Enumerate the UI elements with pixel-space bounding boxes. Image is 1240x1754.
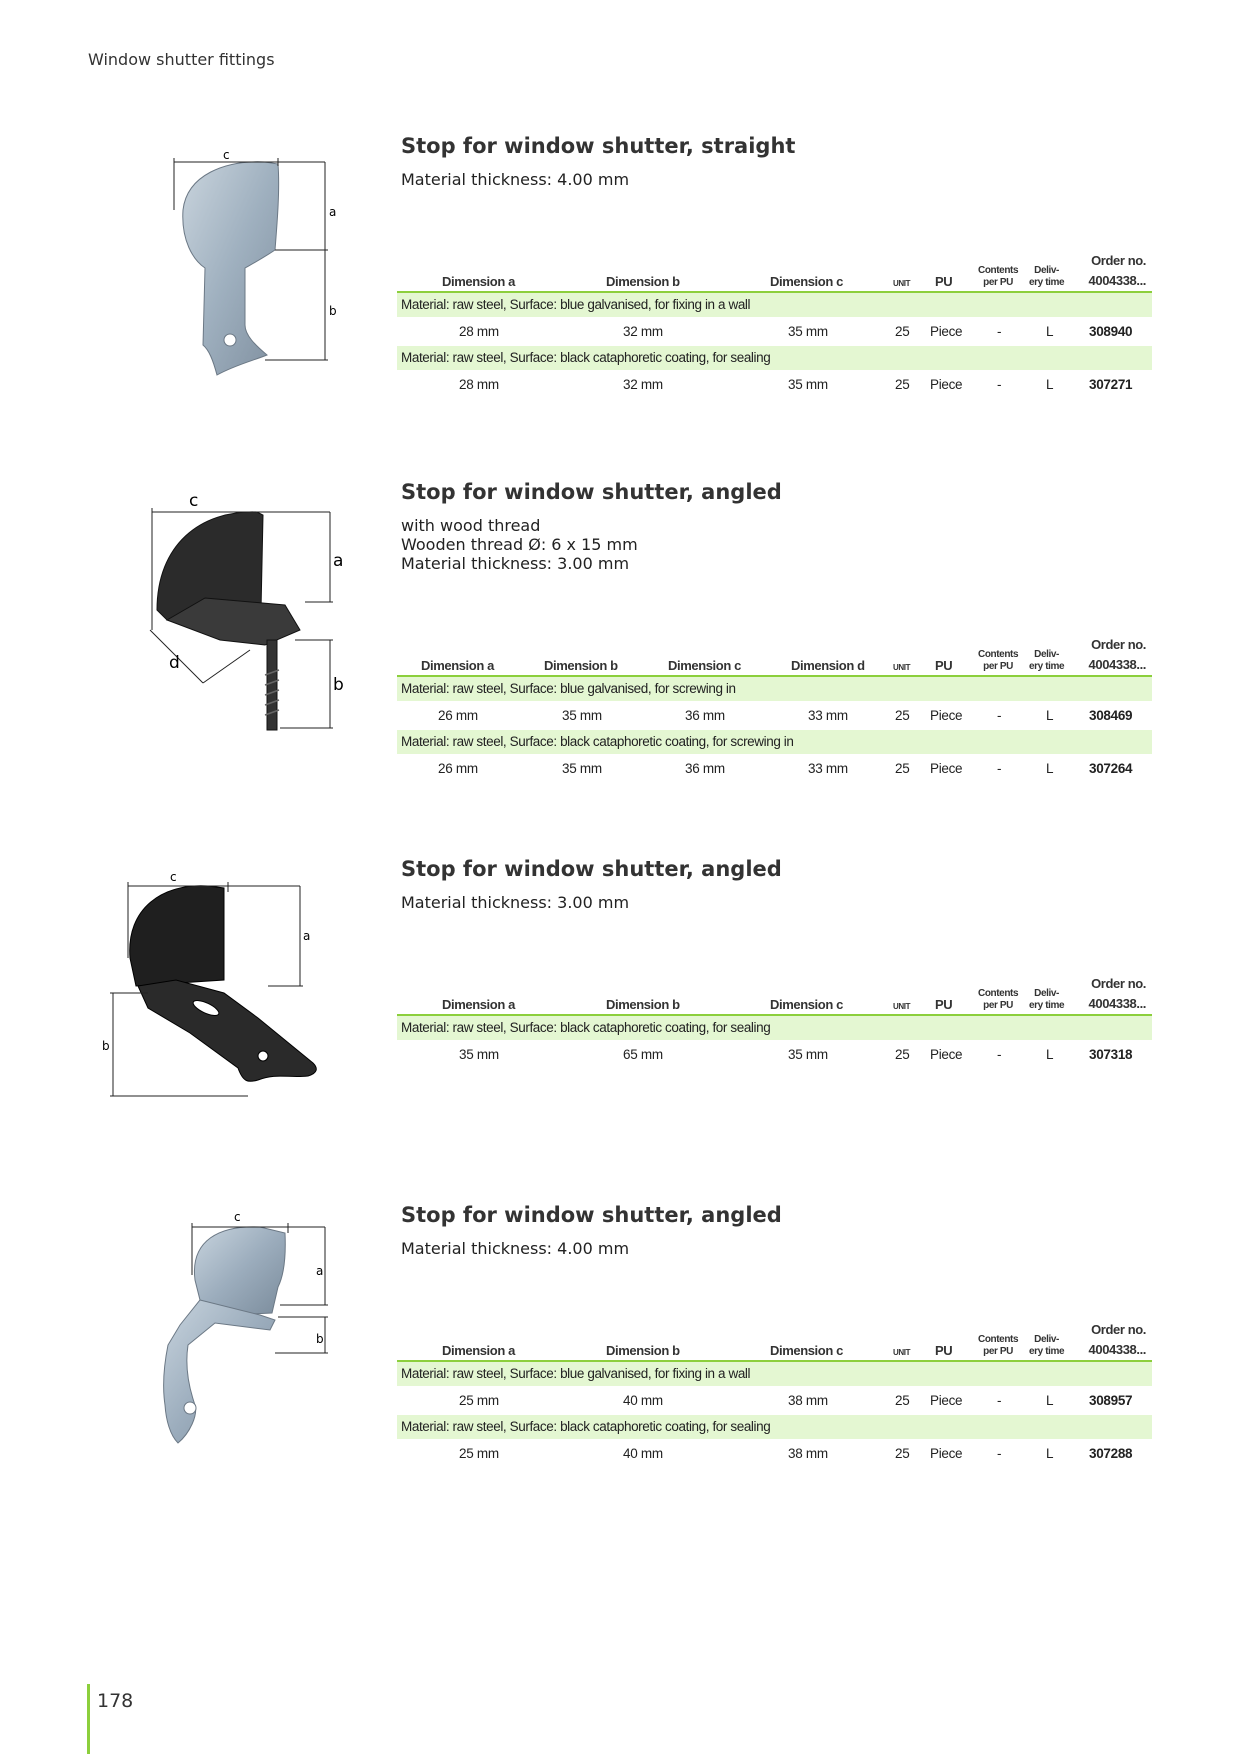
table-row	[397, 754, 1152, 783]
dim-label-a: a	[329, 205, 337, 219]
dim-label-a: a	[333, 551, 344, 571]
cell-dimension-d: 33 mm	[808, 708, 848, 723]
cell-dimension-a: 28 mm	[459, 377, 499, 392]
contents-line-1: Contents	[978, 649, 1019, 660]
order-line-1: Order no.	[1091, 1322, 1146, 1337]
cell-dimension-b: 35 mm	[562, 761, 602, 776]
product-image-angled-stop-wood-thread	[145, 490, 345, 780]
order-line-1: Order no.	[1091, 253, 1146, 268]
cell-dimension-c: 36 mm	[685, 708, 725, 723]
product-description-line-1: with wood thread	[401, 516, 541, 535]
cell-delivery: L	[1046, 1047, 1054, 1062]
table-row	[397, 1439, 1152, 1468]
dim-label-c: c	[189, 491, 199, 511]
product-description: Material thickness: 4.00 mm	[401, 1239, 630, 1258]
table-row	[397, 701, 1152, 730]
product-table	[397, 255, 1152, 399]
delivery-line-1: Deliv-	[1034, 988, 1059, 999]
col-header-delivery	[1029, 265, 1064, 289]
cell-pu: Piece	[930, 708, 963, 723]
col-header-unit: UNIT	[893, 1348, 911, 1357]
table-header	[397, 978, 1152, 1014]
cell-dimension-a: 28 mm	[459, 324, 499, 339]
col-header-delivery	[1029, 988, 1064, 1012]
order-line-2: 4004338...	[1088, 996, 1146, 1011]
table-row	[397, 317, 1152, 346]
material-row: Material: raw steel, Surface: blue galvanised, for fixing in a wall	[397, 1362, 1152, 1386]
cell-pu: Piece	[930, 1446, 963, 1461]
cell-delivery: L	[1046, 1446, 1054, 1461]
col-header-dimension-c: Dimension c	[770, 1343, 843, 1358]
cell-unit: 25	[895, 1446, 910, 1461]
col-header-unit: UNIT	[893, 279, 911, 288]
contents-line-2: per PU	[983, 1346, 1013, 1357]
dim-label-d: d	[169, 653, 180, 673]
material-row: Material: raw steel, Surface: black cataphoretic coating, for sealing	[397, 1415, 1152, 1439]
cell-dimension-a: 26 mm	[438, 761, 478, 776]
cell-delivery: L	[1046, 324, 1054, 339]
table-row	[397, 370, 1152, 399]
material-row: Material: raw steel, Surface: blue galvanised, for screwing in	[397, 677, 1152, 701]
col-header-order	[1089, 251, 1146, 291]
cell-contents: -	[997, 324, 1002, 339]
col-header-contents	[978, 649, 1018, 673]
col-header-delivery	[1029, 649, 1064, 673]
cell-order-no: 308940	[1089, 324, 1133, 339]
product-image-straight-stop	[165, 150, 345, 380]
contents-line-1: Contents	[978, 988, 1019, 999]
cell-dimension-a: 26 mm	[438, 708, 478, 723]
col-header-pu: PU	[935, 274, 953, 289]
product-description: Material thickness: 4.00 mm	[401, 170, 630, 189]
product-description-line-2: Wooden thread Ø: 6 x 15 mm	[401, 535, 638, 554]
cell-order-no: 308469	[1089, 708, 1133, 723]
product-description-line-3: Material thickness: 3.00 mm	[401, 554, 630, 573]
product-table	[397, 978, 1152, 1069]
col-header-contents	[978, 265, 1018, 289]
product-image-angled-stop-black	[102, 868, 338, 1103]
cell-delivery: L	[1046, 1393, 1054, 1408]
contents-line-1: Contents	[978, 265, 1019, 276]
col-header-dimension-b: Dimension b	[606, 1343, 680, 1358]
delivery-line-1: Deliv-	[1034, 649, 1059, 660]
col-header-unit: UNIT	[893, 663, 911, 672]
cell-order-no: 307264	[1089, 761, 1133, 776]
product-title: Stop for window shutter, angled	[401, 480, 782, 504]
col-header-dimension-a: Dimension a	[442, 997, 515, 1012]
cell-order-no: 307318	[1089, 1047, 1133, 1062]
cell-pu: Piece	[930, 324, 963, 339]
cell-dimension-a: 35 mm	[459, 1047, 499, 1062]
order-line-1: Order no.	[1091, 637, 1146, 652]
dim-label-c: c	[170, 870, 177, 884]
delivery-line-1: Deliv-	[1034, 265, 1059, 276]
dim-label-b: b	[329, 304, 337, 318]
cell-dimension-b: 32 mm	[623, 324, 663, 339]
delivery-line-2: ery time	[1029, 1000, 1065, 1011]
delivery-line-2: ery time	[1029, 277, 1065, 288]
product-image-angled-stop-galvanised	[160, 1205, 340, 1450]
order-line-2: 4004338...	[1088, 657, 1146, 672]
product-title: Stop for window shutter, angled	[401, 857, 782, 881]
order-line-2: 4004338...	[1088, 1342, 1146, 1357]
col-header-dimension-c: Dimension c	[770, 274, 843, 289]
delivery-line-2: ery time	[1029, 661, 1065, 672]
material-row: Material: raw steel, Surface: black cataphoretic coating, for screwing in	[397, 730, 1152, 754]
dim-label-a: a	[303, 929, 311, 943]
dim-label-b: b	[333, 675, 344, 695]
cell-unit: 25	[895, 1393, 910, 1408]
cell-unit: 25	[895, 761, 910, 776]
cell-delivery: L	[1046, 377, 1054, 392]
cell-pu: Piece	[930, 377, 963, 392]
table-header	[397, 255, 1152, 291]
cell-contents: -	[997, 1446, 1002, 1461]
cell-order-no: 308957	[1089, 1393, 1133, 1408]
col-header-dimension-b: Dimension b	[544, 658, 618, 673]
col-header-contents	[978, 988, 1018, 1012]
delivery-line-1: Deliv-	[1034, 1334, 1059, 1345]
cell-dimension-b: 40 mm	[623, 1393, 663, 1408]
col-header-dimension-b: Dimension b	[606, 274, 680, 289]
dim-label-c: c	[234, 1210, 241, 1224]
cell-contents: -	[997, 1393, 1002, 1408]
contents-line-1: Contents	[978, 1334, 1019, 1345]
table-row	[397, 1040, 1152, 1069]
product-description: Material thickness: 3.00 mm	[401, 893, 630, 912]
order-line-1: Order no.	[1091, 976, 1146, 991]
cell-order-no: 307288	[1089, 1446, 1133, 1461]
cell-dimension-b: 40 mm	[623, 1446, 663, 1461]
product-title: Stop for window shutter, angled	[401, 1203, 782, 1227]
contents-line-2: per PU	[983, 1000, 1013, 1011]
dim-label-c: c	[223, 148, 230, 162]
dim-label-b: b	[316, 1332, 324, 1346]
col-header-order	[1089, 635, 1146, 675]
cell-contents: -	[997, 377, 1002, 392]
col-header-pu: PU	[935, 997, 953, 1012]
cell-contents: -	[997, 761, 1002, 776]
col-header-dimension-b: Dimension b	[606, 997, 680, 1012]
table-header	[397, 639, 1152, 675]
cell-dimension-c: 38 mm	[788, 1446, 828, 1461]
cell-contents: -	[997, 708, 1002, 723]
contents-line-2: per PU	[983, 661, 1013, 672]
cell-dimension-b: 32 mm	[623, 377, 663, 392]
table-header	[397, 1324, 1152, 1360]
cell-unit: 25	[895, 1047, 910, 1062]
cell-dimension-c: 35 mm	[788, 377, 828, 392]
col-header-pu: PU	[935, 658, 953, 673]
material-row: Material: raw steel, Surface: black cataphoretic coating, for sealing	[397, 346, 1152, 370]
col-header-order	[1089, 1320, 1146, 1360]
cell-dimension-c: 36 mm	[685, 761, 725, 776]
page-number-bar	[87, 1684, 90, 1754]
col-header-contents	[978, 1334, 1018, 1358]
cell-dimension-a: 25 mm	[459, 1393, 499, 1408]
cell-dimension-c: 35 mm	[788, 1047, 828, 1062]
col-header-order	[1089, 974, 1146, 1014]
cell-delivery: L	[1046, 761, 1054, 776]
page-number: 178	[97, 1690, 134, 1712]
col-header-delivery	[1029, 1334, 1064, 1358]
cell-dimension-b: 65 mm	[623, 1047, 663, 1062]
col-header-dimension-a: Dimension a	[442, 1343, 515, 1358]
cell-contents: -	[997, 1047, 1002, 1062]
col-header-dimension-a: Dimension a	[442, 274, 515, 289]
col-header-dimension-a: Dimension a	[421, 658, 494, 673]
material-row: Material: raw steel, Surface: blue galvanised, for fixing in a wall	[397, 293, 1152, 317]
order-line-2: 4004338...	[1088, 273, 1146, 288]
cell-order-no: 307271	[1089, 377, 1133, 392]
dim-label-b: b	[102, 1039, 110, 1053]
col-header-pu: PU	[935, 1343, 953, 1358]
table-row	[397, 1386, 1152, 1415]
cell-pu: Piece	[930, 761, 963, 776]
cell-delivery: L	[1046, 708, 1054, 723]
cell-unit: 25	[895, 377, 910, 392]
col-header-dimension-d: Dimension d	[791, 658, 865, 673]
cell-dimension-c: 35 mm	[788, 324, 828, 339]
material-row: Material: raw steel, Surface: black cataphoretic coating, for sealing	[397, 1016, 1152, 1040]
cell-unit: 25	[895, 324, 910, 339]
delivery-line-2: ery time	[1029, 1346, 1065, 1357]
cell-pu: Piece	[930, 1047, 963, 1062]
cell-dimension-a: 25 mm	[459, 1446, 499, 1461]
col-header-unit: UNIT	[893, 1002, 911, 1011]
dim-label-a: a	[316, 1264, 324, 1278]
product-title: Stop for window shutter, straight	[401, 134, 796, 158]
cell-dimension-c: 38 mm	[788, 1393, 828, 1408]
product-table	[397, 1324, 1152, 1468]
product-table	[397, 639, 1152, 783]
col-header-dimension-c: Dimension c	[770, 997, 843, 1012]
cell-unit: 25	[895, 708, 910, 723]
running-head: Window shutter fittings	[88, 50, 275, 69]
contents-line-2: per PU	[983, 277, 1013, 288]
col-header-dimension-c: Dimension c	[668, 658, 741, 673]
cell-dimension-b: 35 mm	[562, 708, 602, 723]
cell-dimension-d: 33 mm	[808, 761, 848, 776]
cell-pu: Piece	[930, 1393, 963, 1408]
